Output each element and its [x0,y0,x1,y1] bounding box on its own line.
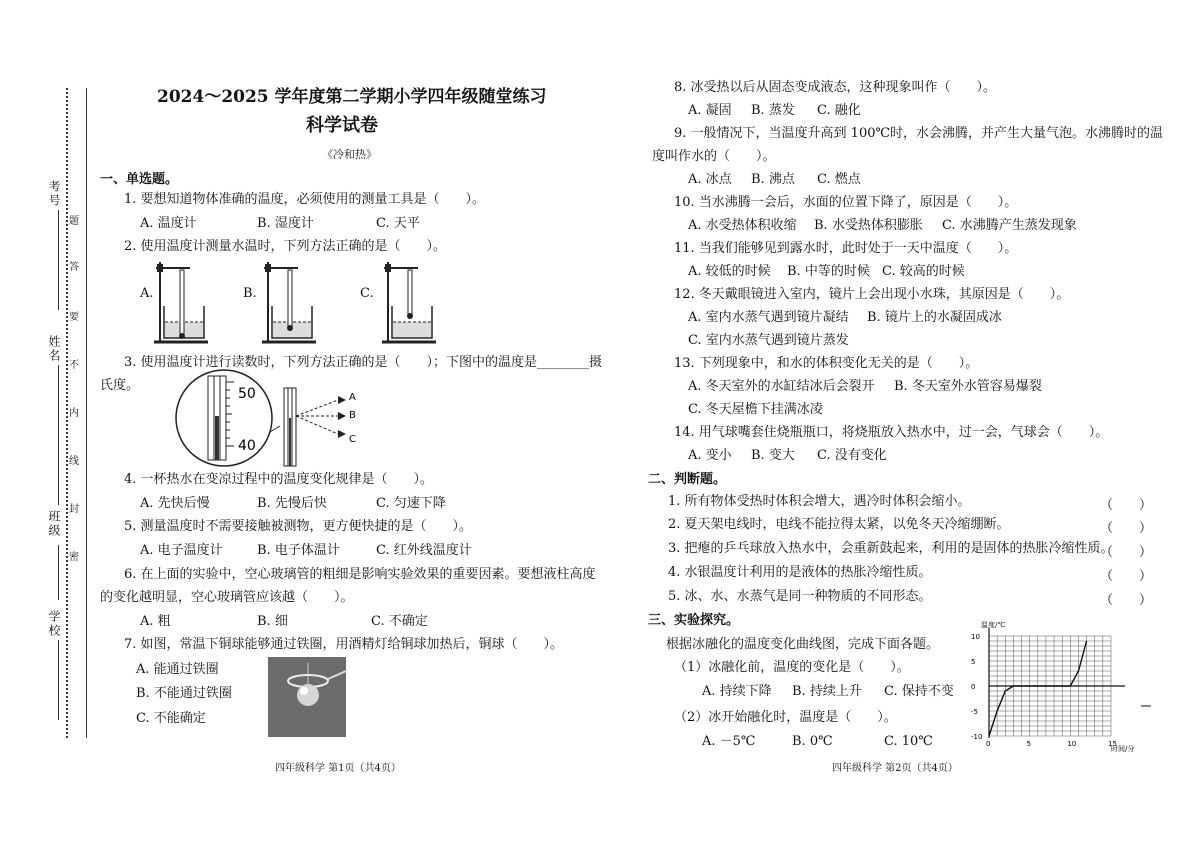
seal-char: 题 [68,212,80,227]
q13-option-a[interactable]: A. 冬天室外的水缸结冰后会裂开 [688,379,875,394]
field-line [58,640,59,720]
q6-option-b[interactable]: B. 细 [257,614,288,629]
q12-option-a[interactable]: A. 室内水蒸气遇到镜片凝结 [688,310,849,325]
q14-text: 14. 用气球嘴套住烧瓶瓶口，将烧瓶放入热水中，过一会，气球会（ ）。 [674,425,1109,440]
section-2-heading: 二、判断题。 [648,472,727,487]
q10-option-c[interactable]: C. 水沸腾产生蒸发现象 [942,218,1077,233]
q5-option-a[interactable]: A. 电子温度计 [140,543,223,558]
solid-line [86,88,87,738]
seal-char: 封 [68,500,80,515]
q2-text: 2. 使用温度计测量水温时，下列方法正确的是（ ）。 [124,239,447,254]
q8-option-b[interactable]: B. 蒸发 [751,103,795,118]
ice-melting-chart [965,618,1155,754]
exp-q1-option-c[interactable]: C. 保持不变 [884,684,954,699]
q9-option-c[interactable]: C. 燃点 [817,172,861,187]
q6-option-c[interactable]: C. 不确定 [371,614,428,629]
exam-title: 2024～2025 学年度第二学期小学四年级随堂练习 [157,87,547,107]
q11-option-b[interactable]: B. 中等的时候 [787,264,870,279]
q2-option-b[interactable]: B. [243,286,257,301]
exp-q1-option-b[interactable]: B. 持续上升 [792,684,862,699]
q2-option-c[interactable]: C. [360,286,374,301]
q10-option-a[interactable]: A. 水受热体积收缩 [688,218,797,233]
q5-text: 5. 测量温度时不需要接触被测物，更方便快捷的是（ ）。 [124,519,473,534]
q7-text: 7. 如图，常温下铜球能够通过铁圈，用酒精灯给铜球加热后，铜球（ ）。 [124,637,564,652]
exam-subject: 科学试卷 [306,115,378,136]
eye-a-label: A [349,392,356,403]
label-class: 班级 [47,510,61,538]
q8-option-a[interactable]: A. 凝固 [688,103,732,118]
q6-text: 6. 在上面的实验中，空心玻璃管的粗细是影响实验效果的重要因素。要想液柱高度 [124,567,596,582]
exp-q2-option-a[interactable]: A. －5℃ [702,734,756,749]
q6-option-a[interactable]: A. 粗 [140,614,171,629]
q10-option-b[interactable]: B. 水受热体积膨胀 [814,218,923,233]
q14-option-a[interactable]: A. 变小 [688,448,732,463]
q1-option-b[interactable]: B. 湿度计 [257,216,314,231]
q10-text: 10. 当水沸腾一会后，水面的位置下降了，原因是（ ）。 [674,195,1018,210]
field-line [58,210,59,310]
thermometer-reading-figure [172,366,362,470]
q13-option-c[interactable]: C. 冬天屋檐下挂满冰凌 [688,402,823,417]
q4-option-c[interactable]: C. 匀速下降 [376,496,446,511]
section-3-heading: 三、实验探究。 [648,613,740,628]
chart-y-tick-label: 10 [971,633,980,641]
q13-option-b[interactable]: B. 冬天室外水管容易爆裂 [894,379,1042,394]
seal-char: 密 [68,548,80,563]
judge-item-1: 1. 所有物体受热时体积会增大，遇冷时体积会缩小。 [668,494,971,509]
q11-option-a[interactable]: A. 较低的时候 [688,264,771,279]
section-1-heading: 一、单选题。 [100,172,179,187]
chart-x-tick-label: 15 [1108,740,1117,748]
beaker-c-figure [378,258,438,344]
q9-text-cont: 度叫作水的（ ）。 [652,149,776,164]
q7-option-a[interactable]: A. 能通过铁圈 [136,662,219,677]
judge-answer-3[interactable]: （ ） [1100,545,1153,560]
q9-text: 9. 一般情况下，当温度升高到 100℃时，水会沸腾，并产生大量气泡。水沸腾时的温 [674,126,1164,141]
judge-item-2: 2. 夏天架电线时，电线不能拉得太紧，以免冬天冷缩绷断。 [668,517,1010,532]
judge-answer-5[interactable]: （ ） [1100,593,1153,608]
chart-y-tick-label: 0 [971,683,976,691]
q14-option-c[interactable]: C. 没有变化 [817,448,887,463]
q9-option-b[interactable]: B. 沸点 [751,172,795,187]
q4-text: 4. 一杯热水在变凉过程中的温度变化规律是（ ）。 [124,472,434,487]
label-school: 学校 [47,610,61,638]
q8-text: 8. 冰受热以后从固态变成液态，这种现象叫作（ ）。 [674,80,997,95]
judge-answer-2[interactable]: （ ） [1100,521,1153,536]
chart-xlabel: 时间/分 [1111,745,1135,753]
q12-option-c[interactable]: C. 室内水蒸气遇到镜片蒸发 [688,333,849,348]
seal-char: 答 [68,258,80,273]
chart-y-tick-label: 5 [971,658,976,666]
q4-option-b[interactable]: B. 先慢后快 [257,496,327,511]
q4-option-a[interactable]: A. 先快后慢 [140,496,210,511]
chart-x-tick-label: 0 [986,740,991,748]
unit-name: 《冷和热》 [322,148,377,161]
judge-item-3: 3. 把瘪的乒乓球放入热水中，会重新鼓起来，利用的是固体的热胀冷缩性质。 [668,541,1114,556]
q5-option-c[interactable]: C. 红外线温度计 [376,543,472,558]
q11-text: 11. 当我们能够见到露水时，此时处于一天中温度（ ）。 [674,241,1018,256]
scale-50-label: 50 [238,386,256,402]
label-name: 姓名 [47,335,61,363]
scale-40-label: 40 [238,438,256,454]
seal-char: 内 [68,404,80,419]
q1-text: 1. 要想知道物体准确的温度，必须使用的测量工具是（ ）。 [124,192,486,207]
field-line [58,545,59,600]
q2-option-a[interactable]: A. [140,286,154,301]
copper-ball-photo [268,657,346,737]
q11-option-c[interactable]: C. 较高的时候 [882,264,965,279]
judge-answer-1[interactable]: （ ） [1100,498,1153,513]
q1-option-c[interactable]: C. 天平 [376,216,420,231]
chart-y-tick-label: -10 [971,733,983,741]
q3-text-cont: 氏度。 [100,378,140,393]
page-1-footer: 四年级科学 第1页（共4页） [275,763,401,774]
q7-option-b[interactable]: B. 不能通过铁圈 [136,686,232,701]
q7-option-c[interactable]: C. 不能确定 [136,711,206,726]
q9-option-a[interactable]: A. 冰点 [688,172,732,187]
chart-x-tick-label: 10 [1067,740,1077,748]
beaker-b-figure [258,258,318,344]
label-exam-no: 考号 [47,180,61,208]
q1-option-a[interactable]: A. 温度计 [140,216,197,231]
seal-char: 不 [68,356,80,371]
eye-c-label: C [349,434,356,445]
field-line [58,365,59,505]
exp-intro: 根据冰融化的温度变化曲线图，完成下面各题。 [666,637,940,652]
seal-char: 要 [68,308,80,323]
chart-y-tick-label: -5 [971,708,978,716]
q3-text: 3. 使用温度计进行读数时，下列方法正确的是（ ）；下图中的温度是________摄 [124,355,603,370]
q8-option-c[interactable]: C. 融化 [817,103,861,118]
judge-answer-4[interactable]: （ ） [1100,569,1153,584]
q14-option-b[interactable]: B. 变大 [751,448,795,463]
exp-q1-option-a[interactable]: A. 持续下降 [702,684,772,699]
exp-q2-option-b[interactable]: B. 0℃ [792,734,833,749]
q12-text: 12. 冬天戴眼镜进入室内，镜片上会出现小水珠，其原因是（ ）。 [674,287,1070,302]
exp-q2-text: （2）冰开始融化时，温度是（ ）。 [674,710,897,725]
beaker-a-figure [150,258,210,344]
page-2-footer: 四年级科学 第2页（共4页） [832,763,958,774]
exp-q1-text: （1）冰融化前，温度的变化是（ ）。 [674,660,910,675]
seal-char: 线 [68,452,80,467]
judge-item-5: 5. 冰、水、水蒸气是同一种物质的不同形态。 [668,589,932,604]
exp-q2-option-c[interactable]: C. 10℃ [884,734,933,749]
q6-text-cont: 的变化越明显，空心玻璃管应该越（ ）。 [100,590,354,605]
q12-option-b[interactable]: B. 镜片上的水凝固成冰 [867,310,1002,325]
q13-text: 13. 下列现象中，和水的体积变化无关的是（ ）。 [674,356,979,371]
chart-x-tick-label: 5 [1026,740,1032,748]
q5-option-b[interactable]: B. 电子体温计 [257,543,340,558]
eye-b-label: B [349,410,356,421]
judge-item-4: 4. 水银温度计利用的是液体的热胀冷缩性质。 [668,565,932,580]
chart-ylabel: 温度/℃ [981,621,1006,629]
